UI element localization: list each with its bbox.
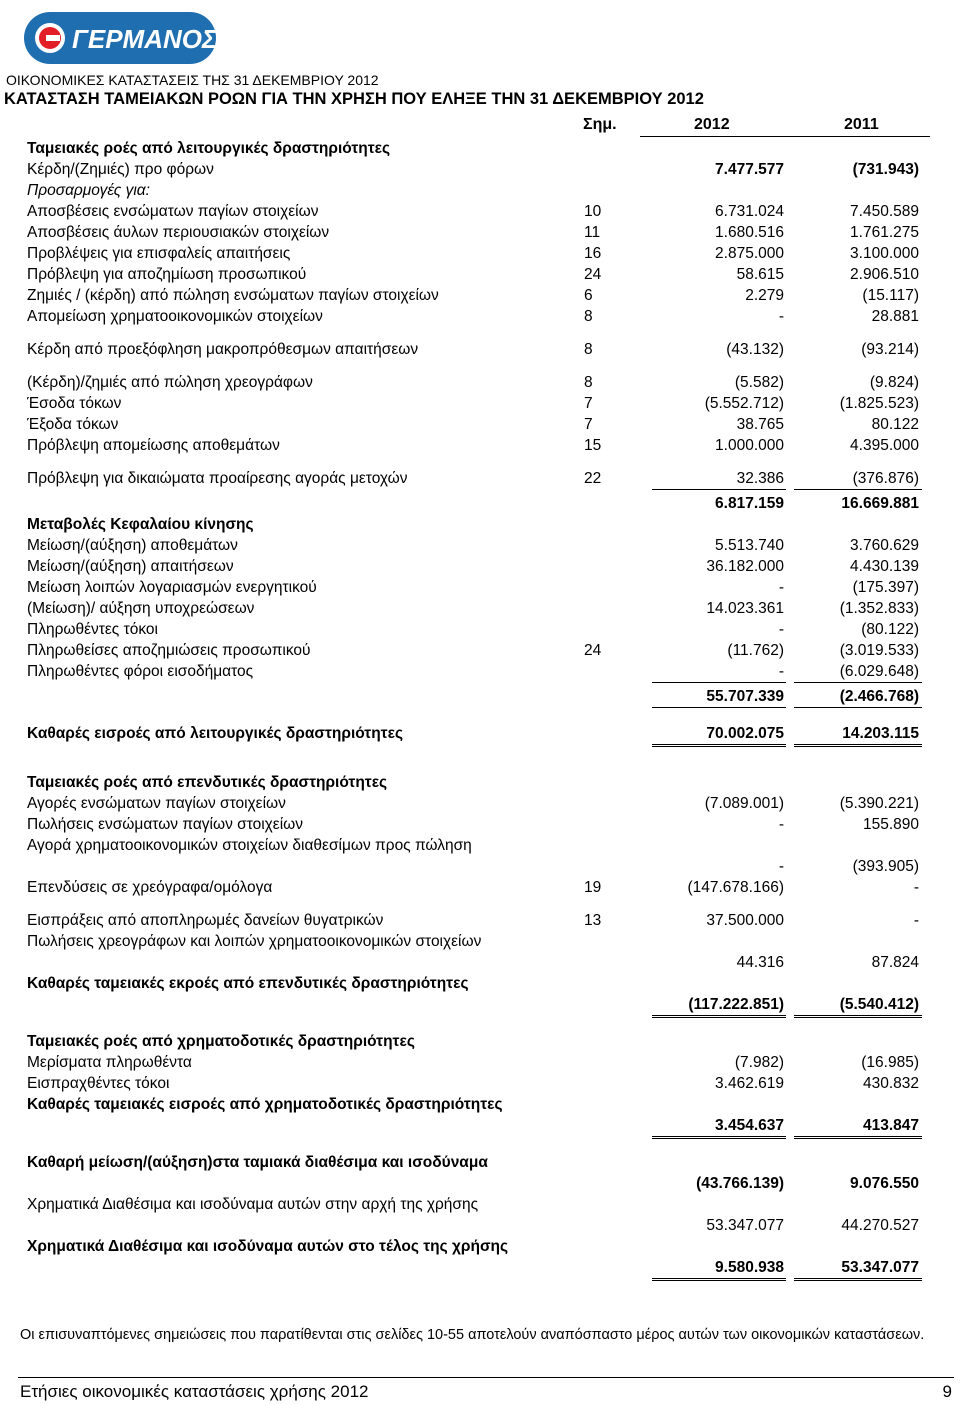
table-row xyxy=(0,556,960,577)
row-spacer xyxy=(0,1019,960,1031)
table-row xyxy=(0,138,960,159)
row-label: Επενδύσεις σε χρεόγραφα/ομόλογα xyxy=(27,879,273,896)
page-number: 9 xyxy=(942,1382,952,1401)
row-label: Χρηματικά Διαθέσιμα και ισοδύναμα αυτών στην αρχή της χρήσης xyxy=(27,1196,479,1213)
note-column-header: Σημ. xyxy=(583,116,617,133)
cash-flow-table xyxy=(0,138,960,1282)
value-2012: - xyxy=(778,858,784,875)
row-label: Μερίσματα πληρωθέντα xyxy=(27,1054,192,1071)
row-label: Μείωση/(αύξηση) αποθεμάτων xyxy=(27,537,238,554)
row-note: 11 xyxy=(584,224,601,241)
rule-line xyxy=(794,682,922,683)
row-label: Έσοδα τόκων xyxy=(27,395,122,412)
row-spacer xyxy=(0,711,960,723)
table-row xyxy=(0,973,960,1015)
logo-emblem-bar xyxy=(46,35,60,41)
table-row xyxy=(0,793,960,814)
value-2011: 4.430.139 xyxy=(850,558,919,575)
value-2011: (1.352.833) xyxy=(839,600,919,617)
table-row xyxy=(0,772,960,793)
rule-line xyxy=(652,682,786,683)
row-note: 13 xyxy=(584,912,602,929)
value-2012: (5.582) xyxy=(734,374,784,391)
table-row xyxy=(0,514,960,535)
row-label: Ταμειακές ροές από λειτουργικές δραστηριότητες xyxy=(27,140,391,157)
table-row xyxy=(0,285,960,306)
rule-line xyxy=(652,1136,786,1139)
row-label: (Μείωση)/ αύξηση υποχρεώσεων xyxy=(27,600,255,617)
row-note: 8 xyxy=(584,374,593,391)
value-2012: (117.222.851) xyxy=(688,996,784,1013)
value-2012: 55.707.339 xyxy=(706,688,784,705)
table-row xyxy=(0,468,960,489)
table-row xyxy=(0,1031,960,1052)
value-2012: - xyxy=(778,663,784,680)
table-row xyxy=(0,814,960,835)
row-label: Καθαρές εισροές από λειτουργικές δραστηριότητες xyxy=(27,725,404,742)
value-2011: 7.450.589 xyxy=(850,203,919,220)
table-row xyxy=(0,414,960,435)
logo-text: ΓΕΡΜΑΝΟΣ xyxy=(72,24,218,54)
row-label: (Κέρδη)/ζημιές από πώληση χρεογράφων xyxy=(27,374,313,391)
value-2012: 32.386 xyxy=(736,470,784,487)
value-2011: (175.397) xyxy=(852,579,919,596)
row-note: 8 xyxy=(584,341,593,358)
page-title: ΚΑΤΑΣΤΑΣΗ ΤΑΜΕΙΑΚΩΝ ΡΟΩΝ ΓΙΑ ΤΗΝ ΧΡΗΣΗ ΠΟΥ ΕΛΗΞΕ ΤΗΝ 31 ΔΕΚΕΜΒΡΙΟΥ 2012 xyxy=(4,90,704,108)
value-2012: (147.678.166) xyxy=(687,879,784,896)
table-row xyxy=(0,222,960,243)
value-2012: 3.462.619 xyxy=(715,1075,784,1092)
value-2011: 3.100.000 xyxy=(850,245,919,262)
row-spacer xyxy=(0,360,960,372)
rule-line xyxy=(794,489,922,490)
table-row xyxy=(0,493,960,514)
row-label: Πρόβλεψη απομείωσης αποθεμάτων xyxy=(27,437,280,454)
value-2011: 1.761.275 xyxy=(850,224,919,241)
table-row xyxy=(0,1073,960,1094)
row-label: Ταμειακές ροές από επενδυτικές δραστηριότητες xyxy=(27,774,388,791)
row-note: 10 xyxy=(584,203,602,220)
row-label: Πληρωθέντες φόροι εισοδήματος xyxy=(27,663,254,680)
value-2011: (15.117) xyxy=(862,287,919,304)
table-row xyxy=(0,264,960,285)
row-label: Μεταβολές Κεφαλαίου κίνησης xyxy=(27,516,254,533)
row-label: Μείωση λοιπών λογαριασμών ενεργητικού xyxy=(27,579,317,596)
value-2012: 3.454.637 xyxy=(715,1117,784,1134)
value-2011: 80.122 xyxy=(871,416,919,433)
value-2012: - xyxy=(778,579,784,596)
row-label: Καθαρές ταμειακές εκροές από επενδυτικές δραστηριότητες xyxy=(27,975,469,992)
row-spacer xyxy=(0,456,960,468)
table-row xyxy=(0,835,960,877)
value-2012: 44.316 xyxy=(736,954,784,971)
value-2011: (6.029.648) xyxy=(839,663,919,680)
statements-subtitle: ΟΙΚΟΝΟΜΙΚΕΣ ΚΑΤΑΣΤΑΣΕΙΣ ΤΗΣ 31 ΔΕΚΕΜΒΡΙΟΥ 2012 xyxy=(6,72,379,88)
rule-line xyxy=(794,744,922,747)
rule-line xyxy=(652,707,786,708)
row-label: Καθαρή μείωση/(αύξηση)στα ταμιακά διαθέσιμα και ισοδύναμα xyxy=(27,1154,488,1171)
value-2011: 2.906.510 xyxy=(850,266,919,283)
row-spacer xyxy=(0,760,960,772)
value-2012: 38.765 xyxy=(736,416,784,433)
row-spacer xyxy=(0,748,960,760)
table-row xyxy=(0,1052,960,1073)
header-rule xyxy=(640,136,930,137)
footer-rule xyxy=(18,1377,954,1378)
row-note: 7 xyxy=(584,395,593,412)
value-2011: (16.985) xyxy=(861,1054,919,1071)
value-2011: 9.076.550 xyxy=(850,1175,919,1192)
value-2011: (80.122) xyxy=(861,621,919,638)
value-2012: - xyxy=(778,621,784,638)
value-2011: (376.876) xyxy=(852,470,919,487)
value-2011: 4.395.000 xyxy=(850,437,919,454)
value-2011: (2.466.768) xyxy=(839,688,919,705)
row-note: 15 xyxy=(584,437,602,454)
value-2011: 14.203.115 xyxy=(842,725,919,742)
value-2011: (5.540.412) xyxy=(839,996,919,1013)
row-label: Εισπραχθέντες τόκοι xyxy=(27,1075,170,1092)
column-headers xyxy=(0,116,960,136)
row-spacer xyxy=(0,1140,960,1152)
row-label: Καθαρές ταμειακές εισροές από χρηματοδοτικές δραστηριότητες xyxy=(27,1096,503,1113)
rule-line xyxy=(794,1278,922,1281)
value-2012: (7.089.001) xyxy=(704,795,784,812)
logo-graphic xyxy=(24,8,220,68)
table-row xyxy=(0,723,960,744)
value-2012: 7.477.577 xyxy=(715,161,784,178)
rule-line xyxy=(652,1278,786,1281)
row-label: Πληρωθείσες αποζημιώσεις προσωπικού xyxy=(27,642,311,659)
value-2012: 2.875.000 xyxy=(715,245,784,262)
value-2012: 6.731.024 xyxy=(715,203,784,220)
value-2011: (1.825.523) xyxy=(839,395,919,412)
value-2012: (5.552.712) xyxy=(704,395,784,412)
row-label: Απομείωση χρηματοοικονομικών στοιχείων xyxy=(27,308,323,325)
table-row xyxy=(0,598,960,619)
row-note: 24 xyxy=(584,642,602,659)
value-2012: 1.680.516 xyxy=(715,224,784,241)
value-2012: 37.500.000 xyxy=(706,912,784,929)
value-2011: 87.824 xyxy=(871,954,919,971)
value-2011: 28.881 xyxy=(871,308,919,325)
row-label: Αγορά χρηματοοικονομικών στοιχείων διαθεσίμων προς πώληση xyxy=(27,837,472,854)
row-note: 16 xyxy=(584,245,602,262)
rule-line xyxy=(652,489,786,490)
value-2011: 53.347.077 xyxy=(841,1259,919,1276)
rule-line xyxy=(652,744,786,747)
company-logo xyxy=(24,8,220,68)
row-label: Πωλήσεις χρεογράφων και λοιπών χρηματοοικονομικών στοιχείων xyxy=(27,933,482,950)
table-row xyxy=(0,931,960,973)
row-note: 19 xyxy=(584,879,602,896)
row-note: 8 xyxy=(584,308,593,325)
value-2012: 14.023.361 xyxy=(706,600,784,617)
value-2011: 16.669.881 xyxy=(841,495,919,512)
row-label: Αποσβέσεις άυλων περιουσιακών στοιχείων xyxy=(27,224,330,241)
row-spacer xyxy=(0,898,960,910)
rule-line xyxy=(794,1136,922,1139)
value-2011: (9.824) xyxy=(869,374,919,391)
table-row xyxy=(0,180,960,201)
value-2012: 53.347.077 xyxy=(706,1217,784,1234)
row-spacer xyxy=(0,327,960,339)
row-label: Πρόβλεψη για αποζημίωση προσωπικού xyxy=(27,266,307,283)
value-2011: 44.270.527 xyxy=(841,1217,919,1234)
table-row xyxy=(0,619,960,640)
value-2011: - xyxy=(913,912,919,929)
table-row xyxy=(0,393,960,414)
table-row xyxy=(0,535,960,556)
value-2012: (11.762) xyxy=(727,642,784,659)
row-note: 22 xyxy=(584,470,602,487)
value-2012: 9.580.938 xyxy=(715,1259,784,1276)
value-2011: 3.760.629 xyxy=(850,537,919,554)
row-label: Πληρωθέντες τόκοι xyxy=(27,621,158,638)
row-label: Προβλέψεις για επισφαλείς απαιτήσεις xyxy=(27,245,291,262)
footnote: Οι επισυναπτόμενες σημειώσεις που παρατίθενται στις σελίδες 10-55 αποτελούν αναπόσπαστο μέρος αυτών των οικονομικών καταστάσεων. xyxy=(20,1327,925,1343)
row-label: Πωλήσεις ενσώματων παγίων στοιχείων xyxy=(27,816,304,833)
table-row xyxy=(0,435,960,456)
value-2011: (731.943) xyxy=(852,161,919,178)
table-row xyxy=(0,910,960,931)
table-row xyxy=(0,339,960,360)
value-2011: 155.890 xyxy=(862,816,919,833)
table-row xyxy=(0,1094,960,1136)
row-label: Έξοδα τόκων xyxy=(27,416,119,433)
value-2011: (5.390.221) xyxy=(839,795,919,812)
value-2011: 430.832 xyxy=(862,1075,919,1092)
row-label: Ταμειακές ροές από χρηματοδοτικές δραστηριότητες xyxy=(27,1033,415,1050)
table-row xyxy=(0,877,960,898)
row-label: Εισπράξεις από αποπληρωμές δανείων θυγατρικών xyxy=(27,912,384,929)
table-row xyxy=(0,243,960,264)
value-2012: (43.766.139) xyxy=(696,1175,784,1192)
row-label: Αποσβέσεις ενσώματων παγίων στοιχείων xyxy=(27,203,319,220)
row-note: 24 xyxy=(584,266,602,283)
value-2011: 413.847 xyxy=(862,1117,919,1134)
value-2011: (393.905) xyxy=(852,858,919,875)
rule-line xyxy=(794,707,922,708)
value-2012: 70.002.075 xyxy=(706,725,784,742)
value-2012: 5.513.740 xyxy=(715,537,784,554)
year-2012-header: 2012 xyxy=(694,116,730,133)
row-label: Χρηματικά Διαθέσιμα και ισοδύναμα αυτών στο τέλος της χρήσης xyxy=(27,1238,509,1255)
value-2012: (7.982) xyxy=(734,1054,784,1071)
value-2012: 2.279 xyxy=(745,287,784,304)
value-2012: 58.615 xyxy=(736,266,784,283)
row-label: Πρόβλεψη για δικαιώματα προαίρεσης αγοράς μετοχών xyxy=(27,470,408,487)
table-row xyxy=(0,661,960,682)
row-label: Προσαρμογές για: xyxy=(27,182,150,199)
value-2011: (93.214) xyxy=(861,341,919,358)
table-row xyxy=(0,372,960,393)
value-2012: 1.000.000 xyxy=(715,437,784,454)
row-label: Μείωση/(αύξηση) απαιτήσεων xyxy=(27,558,234,575)
rule-line xyxy=(652,1015,786,1018)
table-row xyxy=(0,201,960,222)
table-row xyxy=(0,1194,960,1236)
value-2012: 36.182.000 xyxy=(706,558,784,575)
year-2011-header: 2011 xyxy=(844,116,879,133)
rule-line xyxy=(794,1015,922,1018)
row-label: Κέρδη/(Ζημιές) προ φόρων xyxy=(27,161,214,178)
table-row xyxy=(0,1152,960,1194)
footer-text: Ετήσιες οικονομικές καταστάσεις χρήσης 2012 xyxy=(20,1382,369,1401)
value-2012: - xyxy=(778,308,784,325)
row-note: 6 xyxy=(584,287,593,304)
row-label: Αγορές ενσώματων παγίων στοιχείων xyxy=(27,795,286,812)
table-row xyxy=(0,686,960,707)
value-2011: (3.019.533) xyxy=(839,642,919,659)
total-double-rule xyxy=(0,1278,960,1282)
table-row xyxy=(0,159,960,180)
table-row xyxy=(0,577,960,598)
row-note: 7 xyxy=(584,416,593,433)
table-row xyxy=(0,640,960,661)
value-2012: 6.817.159 xyxy=(715,495,784,512)
value-2012: - xyxy=(778,816,784,833)
row-label: Ζημιές / (κέρδη) από πώληση ενσώματων παγίων στοιχείων xyxy=(27,287,439,304)
value-2012: (43.132) xyxy=(726,341,784,358)
value-2011: - xyxy=(913,879,919,896)
table-row xyxy=(0,1236,960,1278)
table-row xyxy=(0,306,960,327)
row-label: Κέρδη από προεξόφληση μακροπρόθεσμων απαιτήσεων xyxy=(27,341,419,358)
